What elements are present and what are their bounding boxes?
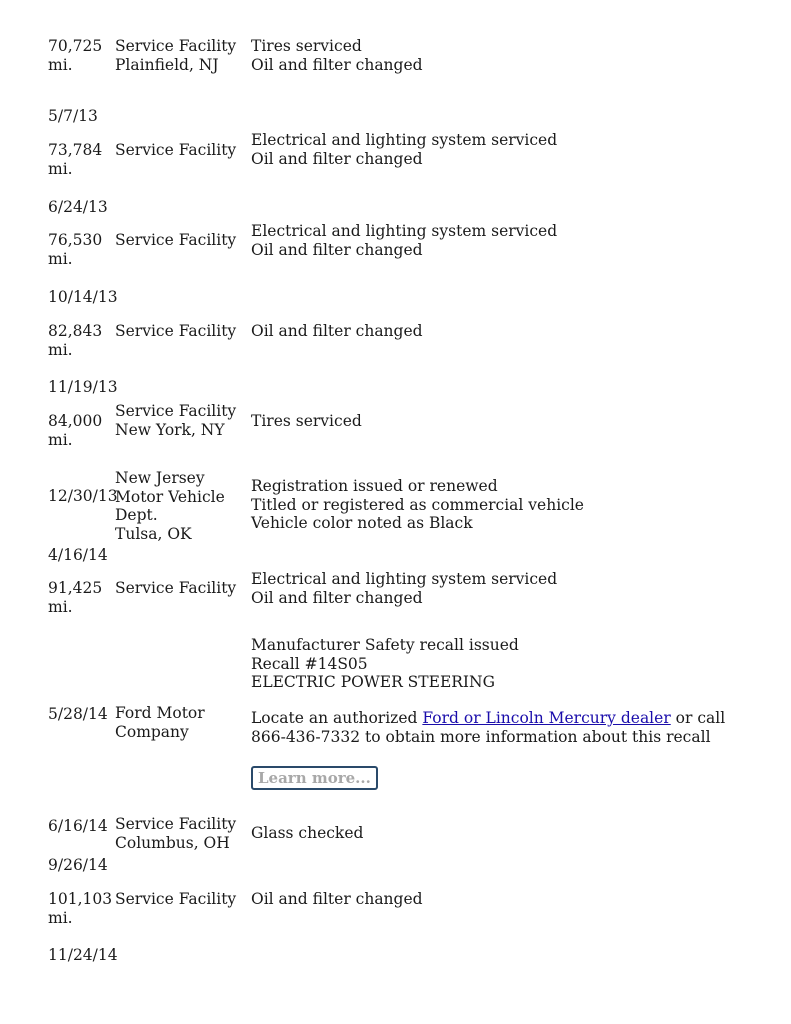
record-source: Service Facility <box>115 579 237 597</box>
record-details: Registration issued or renewed Titled or registered as commercial vehicle Vehicle color noted as Black <box>251 477 584 532</box>
record-details: Electrical and lighting system serviced Oil and filter changed <box>251 570 558 607</box>
record-mileage: 101,103 mi. <box>48 890 113 927</box>
record-source: Service Facility Columbus, OH <box>115 815 237 852</box>
record-details: Oil and filter changed <box>251 322 423 340</box>
record-mileage: 70,725 mi. <box>48 37 103 74</box>
learn-more-container <box>251 766 741 790</box>
record-date: 11/19/13 <box>48 378 118 396</box>
record-date: 5/7/13 <box>48 107 98 125</box>
record-mileage: 82,843 mi. <box>48 322 103 359</box>
record-source: New Jersey Motor Vehicle Dept. Tulsa, OK <box>115 469 225 543</box>
record-date: 4/16/14 <box>48 546 108 564</box>
recall-locate-text: Locate an authorized Ford or Lincoln Mercury dealer or call 866-436-7332 to obtain more information about this recall <box>251 709 726 746</box>
record-source: Service Facility <box>115 322 237 340</box>
record-source: Ford Motor Company <box>115 704 205 741</box>
record-details: Manufacturer Safety recall issued Recall #14S05 ELECTRIC POWER STEERING <box>251 636 519 691</box>
record-source: Service Facility <box>115 890 237 908</box>
record-details: Electrical and lighting system serviced Oil and filter changed <box>251 131 558 168</box>
record-details: Tires serviced <box>251 412 362 430</box>
record-source: Service Facility <box>115 141 237 159</box>
record-details: Electrical and lighting system serviced Oil and filter changed <box>251 222 558 259</box>
record-date: 6/16/14 <box>48 817 108 835</box>
record-details: Tires serviced Oil and filter changed <box>251 37 423 74</box>
record-source: Service Facility Plainfield, NJ <box>115 37 237 74</box>
dealer-locator-link[interactable]: Ford or Lincoln Mercury dealer <box>422 709 671 727</box>
learn-more-button[interactable]: Learn more... <box>251 766 378 790</box>
record-date: 5/28/14 <box>48 705 108 723</box>
record-source: Service Facility <box>115 231 237 249</box>
record-mileage: 84,000 mi. <box>48 412 103 449</box>
record-source: Service Facility New York, NY <box>115 402 237 439</box>
record-details: Glass checked <box>251 824 364 842</box>
record-date: 12/30/13 <box>48 487 118 505</box>
record-mileage: 91,425 mi. <box>48 579 103 616</box>
record-details: Oil and filter changed <box>251 890 423 908</box>
record-date: 11/24/14 <box>48 946 118 964</box>
record-date: 10/14/13 <box>48 288 118 306</box>
record-mileage: 73,784 mi. <box>48 141 103 178</box>
record-date: 6/24/13 <box>48 198 108 216</box>
record-date: 9/26/14 <box>48 856 108 874</box>
record-mileage: 76,530 mi. <box>48 231 103 268</box>
